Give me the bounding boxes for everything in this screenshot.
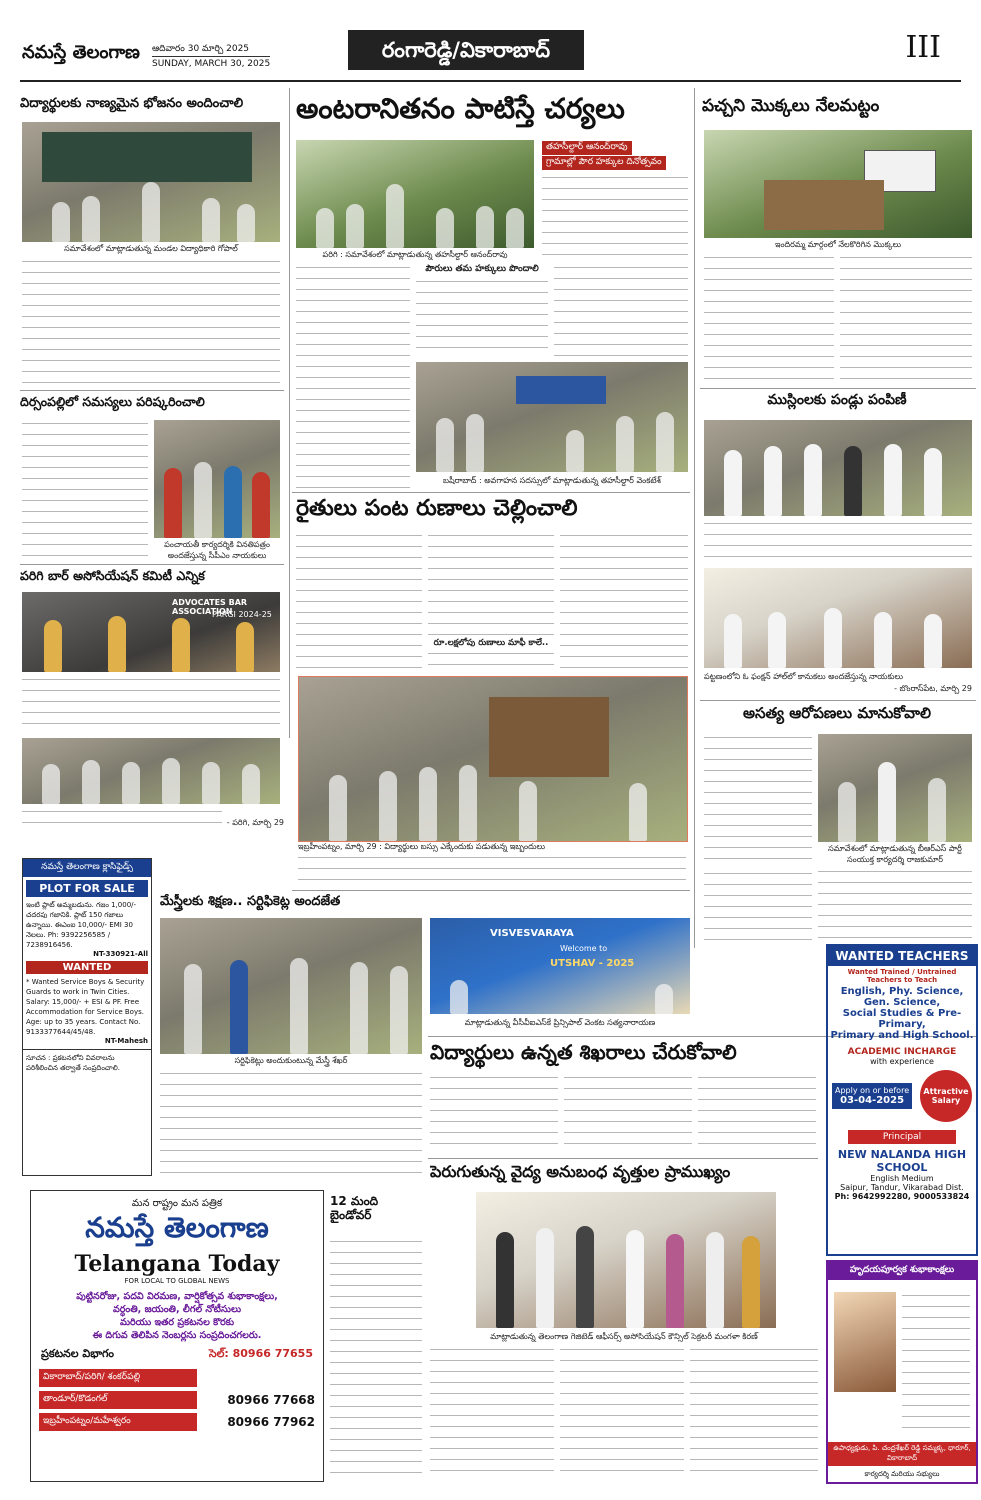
headline: ముస్లింలకు పండ్లు పంపిణీ [767, 392, 907, 408]
plot-body: ఇంటి ప్లాట్ అమ్మబడును. గజం 1,000/- చదరపు గజానికి. ప్లాట్ 150 గజాలు ఉన్నాయి. ఈఎంఐ 10,000/- EMI 30 నెలలు. Ph: 9392256585 / 7238916456. [26, 901, 137, 949]
article-a12-photo [476, 1192, 776, 1328]
article-body [22, 676, 280, 734]
promo-line: వర్ధంతి, జయంతి, లీగల్ నోటీసులు [113, 1304, 241, 1315]
article-body [22, 258, 280, 386]
headline: పెరుగుతున్న వైద్య అనుబంధ వృత్తుల ప్రాముఖ్యం [430, 1162, 731, 1181]
promo-line: పుట్టినరోజు, పదవి విరమణ, వార్షికోత్సవ శుభాకాంక్షలు, [76, 1291, 278, 1302]
classifieds-header: నమస్తే తెలంగాణ క్లాసిఫైడ్స్ [23, 859, 151, 877]
article-a3-headline-box [702, 96, 972, 126]
subhead: రూ.లక్షలోపు రుణాలు మాఫీ కాలే.. [433, 638, 549, 648]
article-a12-headline-box [430, 1162, 818, 1188]
banner-text: PARGI 2024-25 [212, 610, 272, 619]
article-a3-photo [704, 130, 972, 238]
article-a2-headline-box [296, 92, 688, 134]
teachers-phone: Ph: 9642992280, 9000533824 [834, 1192, 970, 1201]
date-telugu: ఆదివారం 30 మార్చి 2025 [152, 42, 270, 57]
photo-caption: ఇందిరమ్మ మార్గంలో నేలకొరిగిన మొక్కలు [774, 240, 902, 249]
headline: దిర్సంపల్లిలో సమస్యలు పరిష్కరించాలి [20, 394, 205, 409]
classifieds-ad [22, 858, 152, 1176]
article-a4-headline-box [20, 394, 282, 416]
article-body [840, 254, 972, 384]
article-body [330, 1238, 422, 1478]
column-divider [694, 88, 695, 948]
article-a6-headline-box [296, 496, 688, 528]
photo-caption: పంచాయతీ కార్యదర్శికి వినతిపత్రం అందజేస్తున్న సీపీఎం నాయకులు [164, 540, 270, 560]
article-body [22, 808, 222, 830]
masthead-rule [20, 80, 961, 82]
teachers-apply-row [828, 1066, 976, 1126]
teachers-subjects: English, Phy. Science, Gen. Science, [840, 986, 964, 1008]
photo-caption: బషీరాబాద్ : అవగాహన సదస్సులో మాట్లాడుతున్న తహసీల్దార్ వెంకటేశ్ [443, 476, 661, 485]
article-a5-headline-box [702, 392, 972, 416]
teachers-apply-box [832, 1083, 912, 1109]
paper-logo: నమస్తే తెలంగాణ [22, 42, 140, 63]
page-number: III [905, 30, 941, 65]
photo-caption: ఇబ్రహీంపట్నం, మార్చి 29 : విద్యార్థులు బస్సు ఎక్కేందుకు పడుతున్న ఇబ్బందులు [298, 842, 545, 851]
article-body [704, 734, 812, 866]
headline: పచ్చని మొక్కలు నేలమట్టం [702, 96, 880, 116]
article-body [428, 532, 554, 636]
article-body [428, 650, 554, 670]
salary-badge [920, 1070, 972, 1122]
headline: అసత్య ఆరోపణలు మానుకోవాలి [743, 704, 931, 722]
article-body [704, 870, 812, 940]
promo-cell-label: సెల్: [208, 1347, 229, 1360]
greeting-body [902, 1292, 970, 1432]
greeting-footer2: కార్యదర్శి మరియు సభ్యులు [864, 1470, 940, 1478]
article-a8-headline-box [702, 704, 972, 730]
headline: బైండోవర్ [330, 1208, 372, 1223]
banner-text: UTSHAV - 2025 [550, 958, 635, 969]
article-a4-photo [154, 420, 280, 538]
credit: - బొంరాస్‌పేట, మార్చి 29 [894, 684, 972, 693]
photo-caption: పట్టణంలోని ఓ ఫంక్షన్ హాల్‌లో కానుకలు అందజేస్తున్న నాయకులు [704, 672, 903, 681]
teachers-subjects: Primary and High School. [830, 1030, 974, 1041]
promo-loc: వికారాబాద్/పరిగి/ శంకర్‌పల్లి [39, 1369, 197, 1387]
article-a5-photo [704, 420, 972, 516]
article-body [704, 254, 834, 384]
teachers-school: NEW NALANDA HIGH SCHOOL [837, 1148, 967, 1174]
promo-brand2-tag: FOR LOCAL TO GLOBAL NEWS [124, 1277, 230, 1285]
greeting-footer: ఉపాధ్యక్షుడు, పి. చంద్రశేఖర్ రెడ్డి సమ్మక్క, ధారూర్, వికారాబాద్ [828, 1442, 976, 1466]
article-a9-headline-box [160, 894, 420, 916]
article-body [554, 264, 688, 360]
headline: విద్యార్థులకు నాణ్యమైన భోజనం అందించాలి [20, 96, 244, 111]
article-body [296, 264, 410, 490]
article-body [430, 1346, 554, 1478]
promo-loc-row [31, 1367, 323, 1389]
article-a5-photo2 [704, 568, 972, 668]
photo-caption: సర్టిఫికెట్లు అందుకుంటున్న మేస్త్రీ శేఖర్ [234, 1056, 348, 1065]
article-a13-headline-box [330, 1194, 420, 1234]
badge-text: Salary [931, 1096, 961, 1105]
wanted-body: * Wanted Service Boys & Security Guards to work in Twin Cities. Salary: 15,000/- + ESI & PF. Free Accommodation for Service Boys. Age: up to 35 years. Contact No. 9133377644/45/48. [26, 978, 145, 1036]
article-body [560, 1346, 684, 1478]
teachers-address: Saipur, Tandur, Vikarabad Dist. [840, 1183, 964, 1192]
promo-tagline: మన రాష్ట్రం మన పత్రిక [131, 1198, 223, 1209]
promo-ad [30, 1190, 324, 1482]
article-body [160, 1070, 422, 1174]
banner [516, 376, 606, 404]
headline: అంటరానితనం పాటిస్తే చర్యలు [296, 92, 625, 125]
article-a2-photo [296, 140, 534, 248]
photo-caption: సమావేశంలో మాట్లాడుతున్న బీఆర్‌ఎస్ పార్టీ సంయుక్త కార్యదర్శి రాజకుమార్ [828, 844, 962, 864]
headline: 12 మంది [330, 1194, 379, 1208]
promo-line: మరియు ఇతర ప్రకటనల కొరకు [120, 1317, 234, 1328]
teachers-principal: Principal [848, 1130, 956, 1144]
credit: - పరిగి, మార్చి 29 [226, 818, 284, 827]
promo-loc: తాండూర్/కొడంగల్ [39, 1391, 197, 1409]
promo-number: 80966 77668 [227, 1393, 315, 1407]
article-a6-photo [298, 676, 688, 842]
masthead [0, 0, 981, 78]
teachers-sub: Wanted Trained / Untrained Teachers to Teach [847, 968, 957, 984]
promo-number: 80966 77962 [227, 1415, 315, 1429]
teachers-medium: English Medium [870, 1174, 934, 1183]
promo-brand: నమస్తే తెలంగాణ [85, 1211, 269, 1244]
article-a7-photo [22, 592, 280, 672]
article-tag: తహసీల్దార్ ఆనంద్‌రావు [542, 141, 632, 155]
photo-caption: మాట్లాడుతున్న తెలంగాణ గెజిటెడ్ ఆఫీసర్స్ అసోసియేషన్ కౌన్సిల్ సెక్రటరీ మంగళా కిరణ్ [490, 1332, 758, 1341]
article-body [818, 868, 972, 940]
notice: సూచన : ప్రకటనలోని వివరాలను పరిశీలించిన తర్వాతే సంప్రదించాలి. [23, 1049, 151, 1076]
headline: రైతులు పంట రుణాలు చెల్లించాలి [296, 496, 578, 521]
promo-brand2: Telangana Today [74, 1251, 280, 1277]
teachers-ad [826, 944, 978, 1256]
dateline [152, 42, 270, 71]
promo-loc: ఇబ్రహీంపట్నం/మహేశ్వరం [39, 1413, 197, 1431]
subhead: పౌరులు తమ హక్కులు పొందాలి [425, 264, 539, 274]
article-a2-photo2 [416, 362, 688, 472]
date-english: SUNDAY, MARCH 30, 2025 [152, 59, 271, 69]
article-body [690, 1346, 818, 1478]
photo-caption: సమావేశంలో మాట్లాడుతున్న మండల విద్యాధికారి గోపాల్ [64, 244, 238, 253]
column-divider [289, 88, 290, 738]
article-body [296, 532, 422, 670]
teachers-apply: Apply on or before [835, 1086, 910, 1095]
article-body [564, 1074, 692, 1154]
banner-text: VISVESVARAYA [490, 928, 574, 939]
photo-caption: పరిగి : సమావేశంలో మాట్లాడుతున్న తహసీల్దార్ ఆనంద్‌రావు [322, 250, 508, 259]
teachers-exp: with experience [870, 1057, 934, 1066]
photo-caption: మాట్లాడుతున్న వీసీవీఐఎస్‌కే ప్రిన్సిపాల్ వెంకట సత్యనారాయణ [464, 1018, 656, 1027]
article-body [22, 420, 148, 560]
article-body [698, 1074, 816, 1154]
wanted-code: NT-Mahesh [104, 1037, 148, 1045]
headline: విద్యార్థులు ఉన్నత శిఖరాలు చేరుకోవాలి [430, 1040, 737, 1064]
headline: మేస్త్రీలకు శిక్షణ.. సర్టిఫికెట్ల అందజేత [160, 894, 341, 909]
promo-cell-row [31, 1343, 323, 1367]
banner-text: ADVOCATES BAR ASSOCIATION [172, 598, 248, 616]
article-a1-photo [22, 122, 280, 242]
article-a8-photo [818, 734, 972, 842]
teachers-date: 03-04-2025 [840, 1095, 905, 1106]
blackboard [42, 132, 252, 182]
greeting-title: హృదయపూర్వక శుభాకాంక్షలు [828, 1262, 976, 1280]
section-title: రంగారెడ్డి/వికారాబాద్ [348, 30, 584, 70]
article-body [416, 278, 548, 358]
soil-heap [764, 180, 884, 230]
promo-line: ఈ దిగువ తెలిపిన నెంబర్లను సంప్రదించగలరు. [92, 1330, 262, 1341]
truck [489, 697, 609, 777]
article-body [542, 174, 688, 260]
article-body [298, 854, 686, 886]
teachers-title: WANTED TEACHERS [828, 946, 976, 966]
article-a1-headline-box [20, 96, 282, 118]
promo-cell: 80966 77655 [232, 1347, 313, 1360]
badge-text: Attractive [923, 1087, 969, 1096]
headline: పరిగి బార్ అసోసియేషన్ కమిటీ ఎన్నిక [20, 568, 205, 583]
plot-code: NT-330921-All [93, 950, 148, 958]
promo-loc-row [31, 1411, 323, 1433]
banner-text: Welcome to [560, 944, 608, 953]
greeting-portrait [834, 1292, 896, 1392]
greeting-ad [826, 1260, 978, 1484]
wanted-title: WANTED [26, 961, 148, 974]
teachers-incharge: ACADEMIC INCHARGE [847, 1047, 957, 1057]
article-body [430, 1074, 558, 1154]
article-body [560, 532, 688, 670]
plot-title: PLOT FOR SALE [26, 880, 148, 897]
article-a7-photo2 [22, 738, 280, 804]
article-body [704, 520, 972, 564]
article-a9-photo [160, 918, 422, 1054]
article-tag: గ్రామాల్లో పౌర హక్కుల దినోత్సవం [542, 156, 666, 170]
article-a7-headline-box [20, 568, 282, 590]
teachers-subjects: Social Studies & Pre-Primary, [842, 1008, 962, 1030]
promo-loc-row [31, 1389, 323, 1411]
article-a10-photo [430, 918, 690, 1014]
promo-dept: ప్రకటనల విభాగం [41, 1347, 115, 1360]
